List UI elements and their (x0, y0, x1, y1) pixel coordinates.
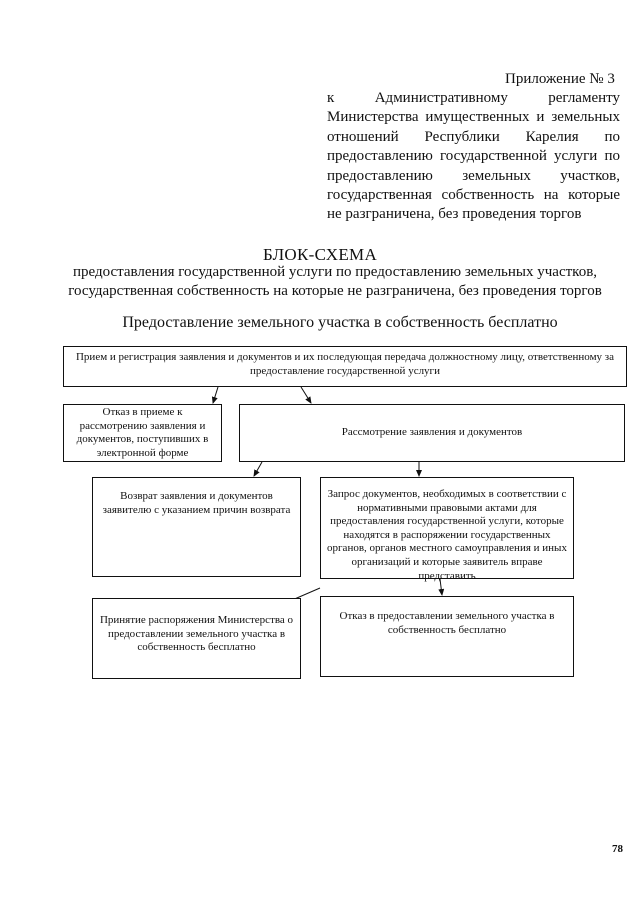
flowchart-subtitle: предоставления государственной услуги по предоставлению земельных участков, государственная собственность на которые не разграничена, без проведения торгов (68, 264, 602, 299)
page-number: 78 (612, 843, 623, 855)
step-review-label: Рассмотрение заявления и документов (341, 426, 523, 439)
step-grant-decision: Принятие распоряжения Министерства о предоставлении земельного участка в собственность бесплатно (92, 598, 301, 679)
step-review-documents (239, 404, 625, 462)
arrow-review-to-return (254, 462, 262, 476)
section-title: Предоставление земельного участка в собственность бесплатно (122, 314, 558, 331)
step-reception-registration: Прием и регистрация заявления и документов и их последующая передача должностному лицу, ответственному за предоставление государственной услуги (63, 346, 627, 387)
flowchart-title: БЛОК-СХЕМА (262, 245, 378, 264)
arrow-reception-to-rejection (213, 387, 218, 403)
step-rejection-electronic: Отказ в приеме к рассмотрению заявления и документов, поступивших в электронной форме (63, 404, 222, 462)
step-refusal: Отказ в предоставлении земельного участка в собственность бесплатно (320, 596, 574, 677)
appendix-reference: к Административному регламенту Министерства имущественных и земельных отношений Республики Карелия по предоставлению государственной услуги по предоставлению земельных участков, государственная собственность на которые не разграничена, без проведения торгов (327, 90, 620, 223)
step-return-documents: Возврат заявления и документов заявителю с указанием причин возврата (92, 477, 301, 577)
appendix-title: Приложение № 3 (505, 71, 615, 87)
arrow-reception-to-review (301, 387, 311, 403)
step-request-documents: Запрос документов, необходимых в соответствии с нормативными правовыми актами для предоставления государственной услуги, которые находятся в распоряжении государственных органов, органов местного самоуправления и иных организаций и которые заявитель вправе представить (320, 477, 574, 579)
